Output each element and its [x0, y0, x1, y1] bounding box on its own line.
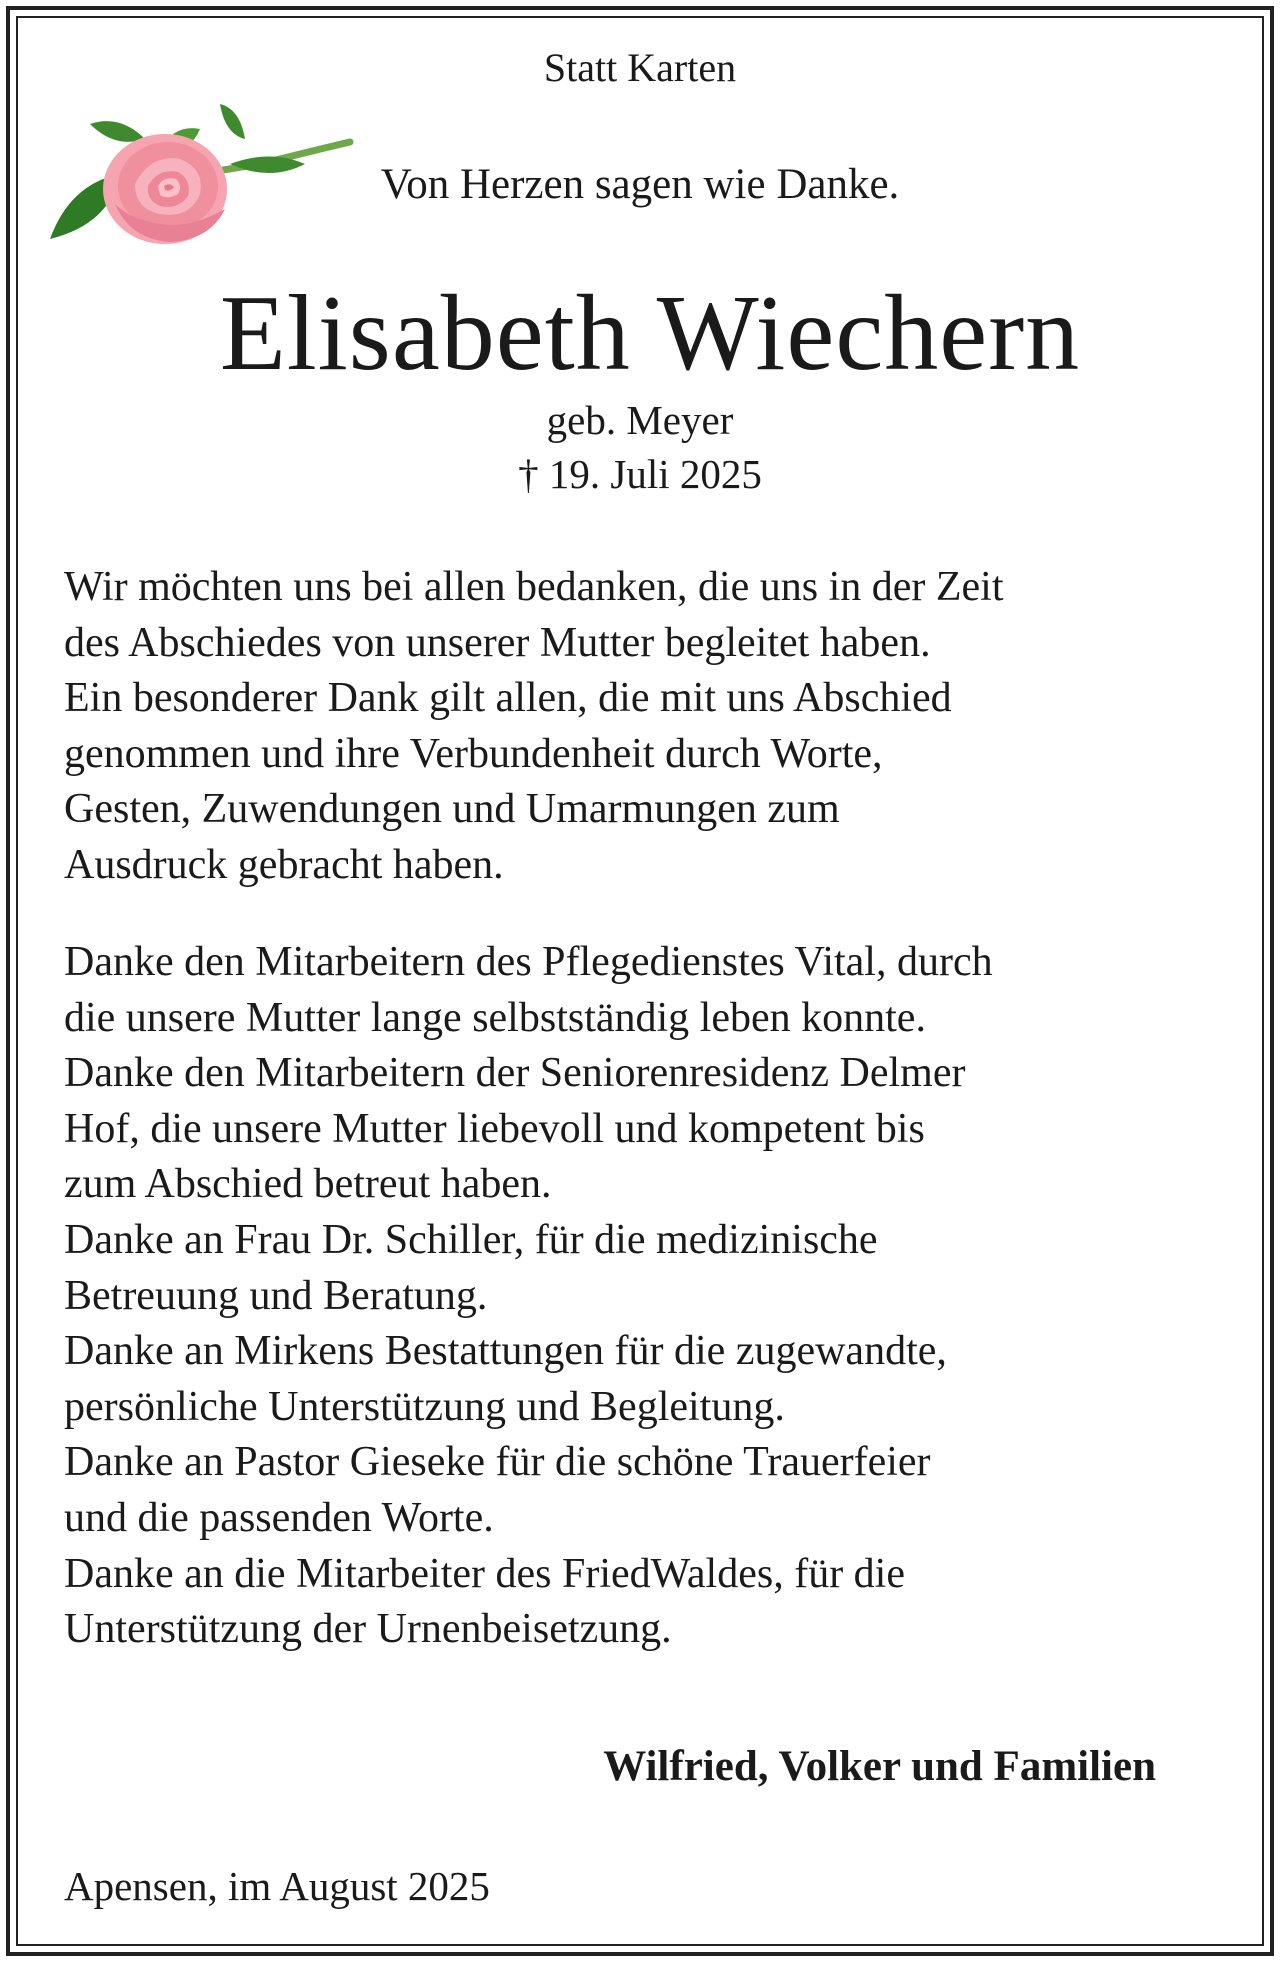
text-line: und die passenden Worte.: [64, 1494, 494, 1541]
text-line: Wir möchten uns bei allen bedanken, die uns in der Zeit: [64, 564, 1004, 610]
text-line: Ausdruck gebracht haben.: [64, 841, 504, 888]
statt-karten-label: Statt Karten: [543, 45, 737, 90]
death-date: † 19. Juli 2025: [518, 451, 762, 497]
text-line: Danke den Mitarbeitern des Pflegedienstes Vital, durch: [64, 939, 993, 985]
deceased-name: Elisabeth Wiechern: [219, 274, 1081, 393]
text-line: Danke an Mirkens Bestattungen für die zugewandte,: [64, 1328, 947, 1375]
text-line: Ein besonderer Dank gilt allen, die mit uns Abschied: [64, 675, 952, 722]
text-line: des Abschiedes von unserer Mutter begleitet haben.: [64, 619, 931, 666]
text-line: Danke an die Mitarbeiter des FriedWaldes, für die: [64, 1550, 905, 1597]
text-line: Hof, die unsere Mutter liebevoll und kompetent bis: [64, 1105, 925, 1152]
text-line: Danke an Pastor Gieseke für die schöne Trauerfeier: [64, 1439, 931, 1486]
text-line: Danke an Frau Dr. Schiller, für die medizinische: [64, 1216, 878, 1263]
text-line: Danke den Mitarbeitern der Seniorenresidenz Delmer: [64, 1050, 966, 1097]
family-signature: Wilfried, Volker und Familien: [603, 1743, 1156, 1790]
text-line: Gesten, Zuwendungen und Umarmungen zum: [64, 786, 840, 833]
text-line: persönliche Unterstützung und Begleitung.: [64, 1383, 785, 1430]
text-line: zum Abschied betreut haben.: [64, 1161, 552, 1208]
rose-icon: [40, 64, 360, 254]
text-line: Betreuung und Beratung.: [64, 1272, 488, 1319]
thanks-paragraph-1: [64, 560, 1224, 894]
birth-name: geb. Meyer: [546, 397, 734, 443]
text-line: Unterstützung der Urnenbeisetzung.: [64, 1606, 672, 1653]
place-date: Apensen, im August 2025: [64, 1863, 490, 1909]
thanks-heading: Von Herzen sagen wie Danke.: [380, 161, 900, 208]
text-line: die unsere Mutter lange selbstständig leben konnte.: [64, 994, 926, 1041]
thanks-paragraph-2: [64, 935, 1224, 1658]
text-line: genommen und ihre Verbundenheit durch Worte,: [64, 730, 883, 777]
